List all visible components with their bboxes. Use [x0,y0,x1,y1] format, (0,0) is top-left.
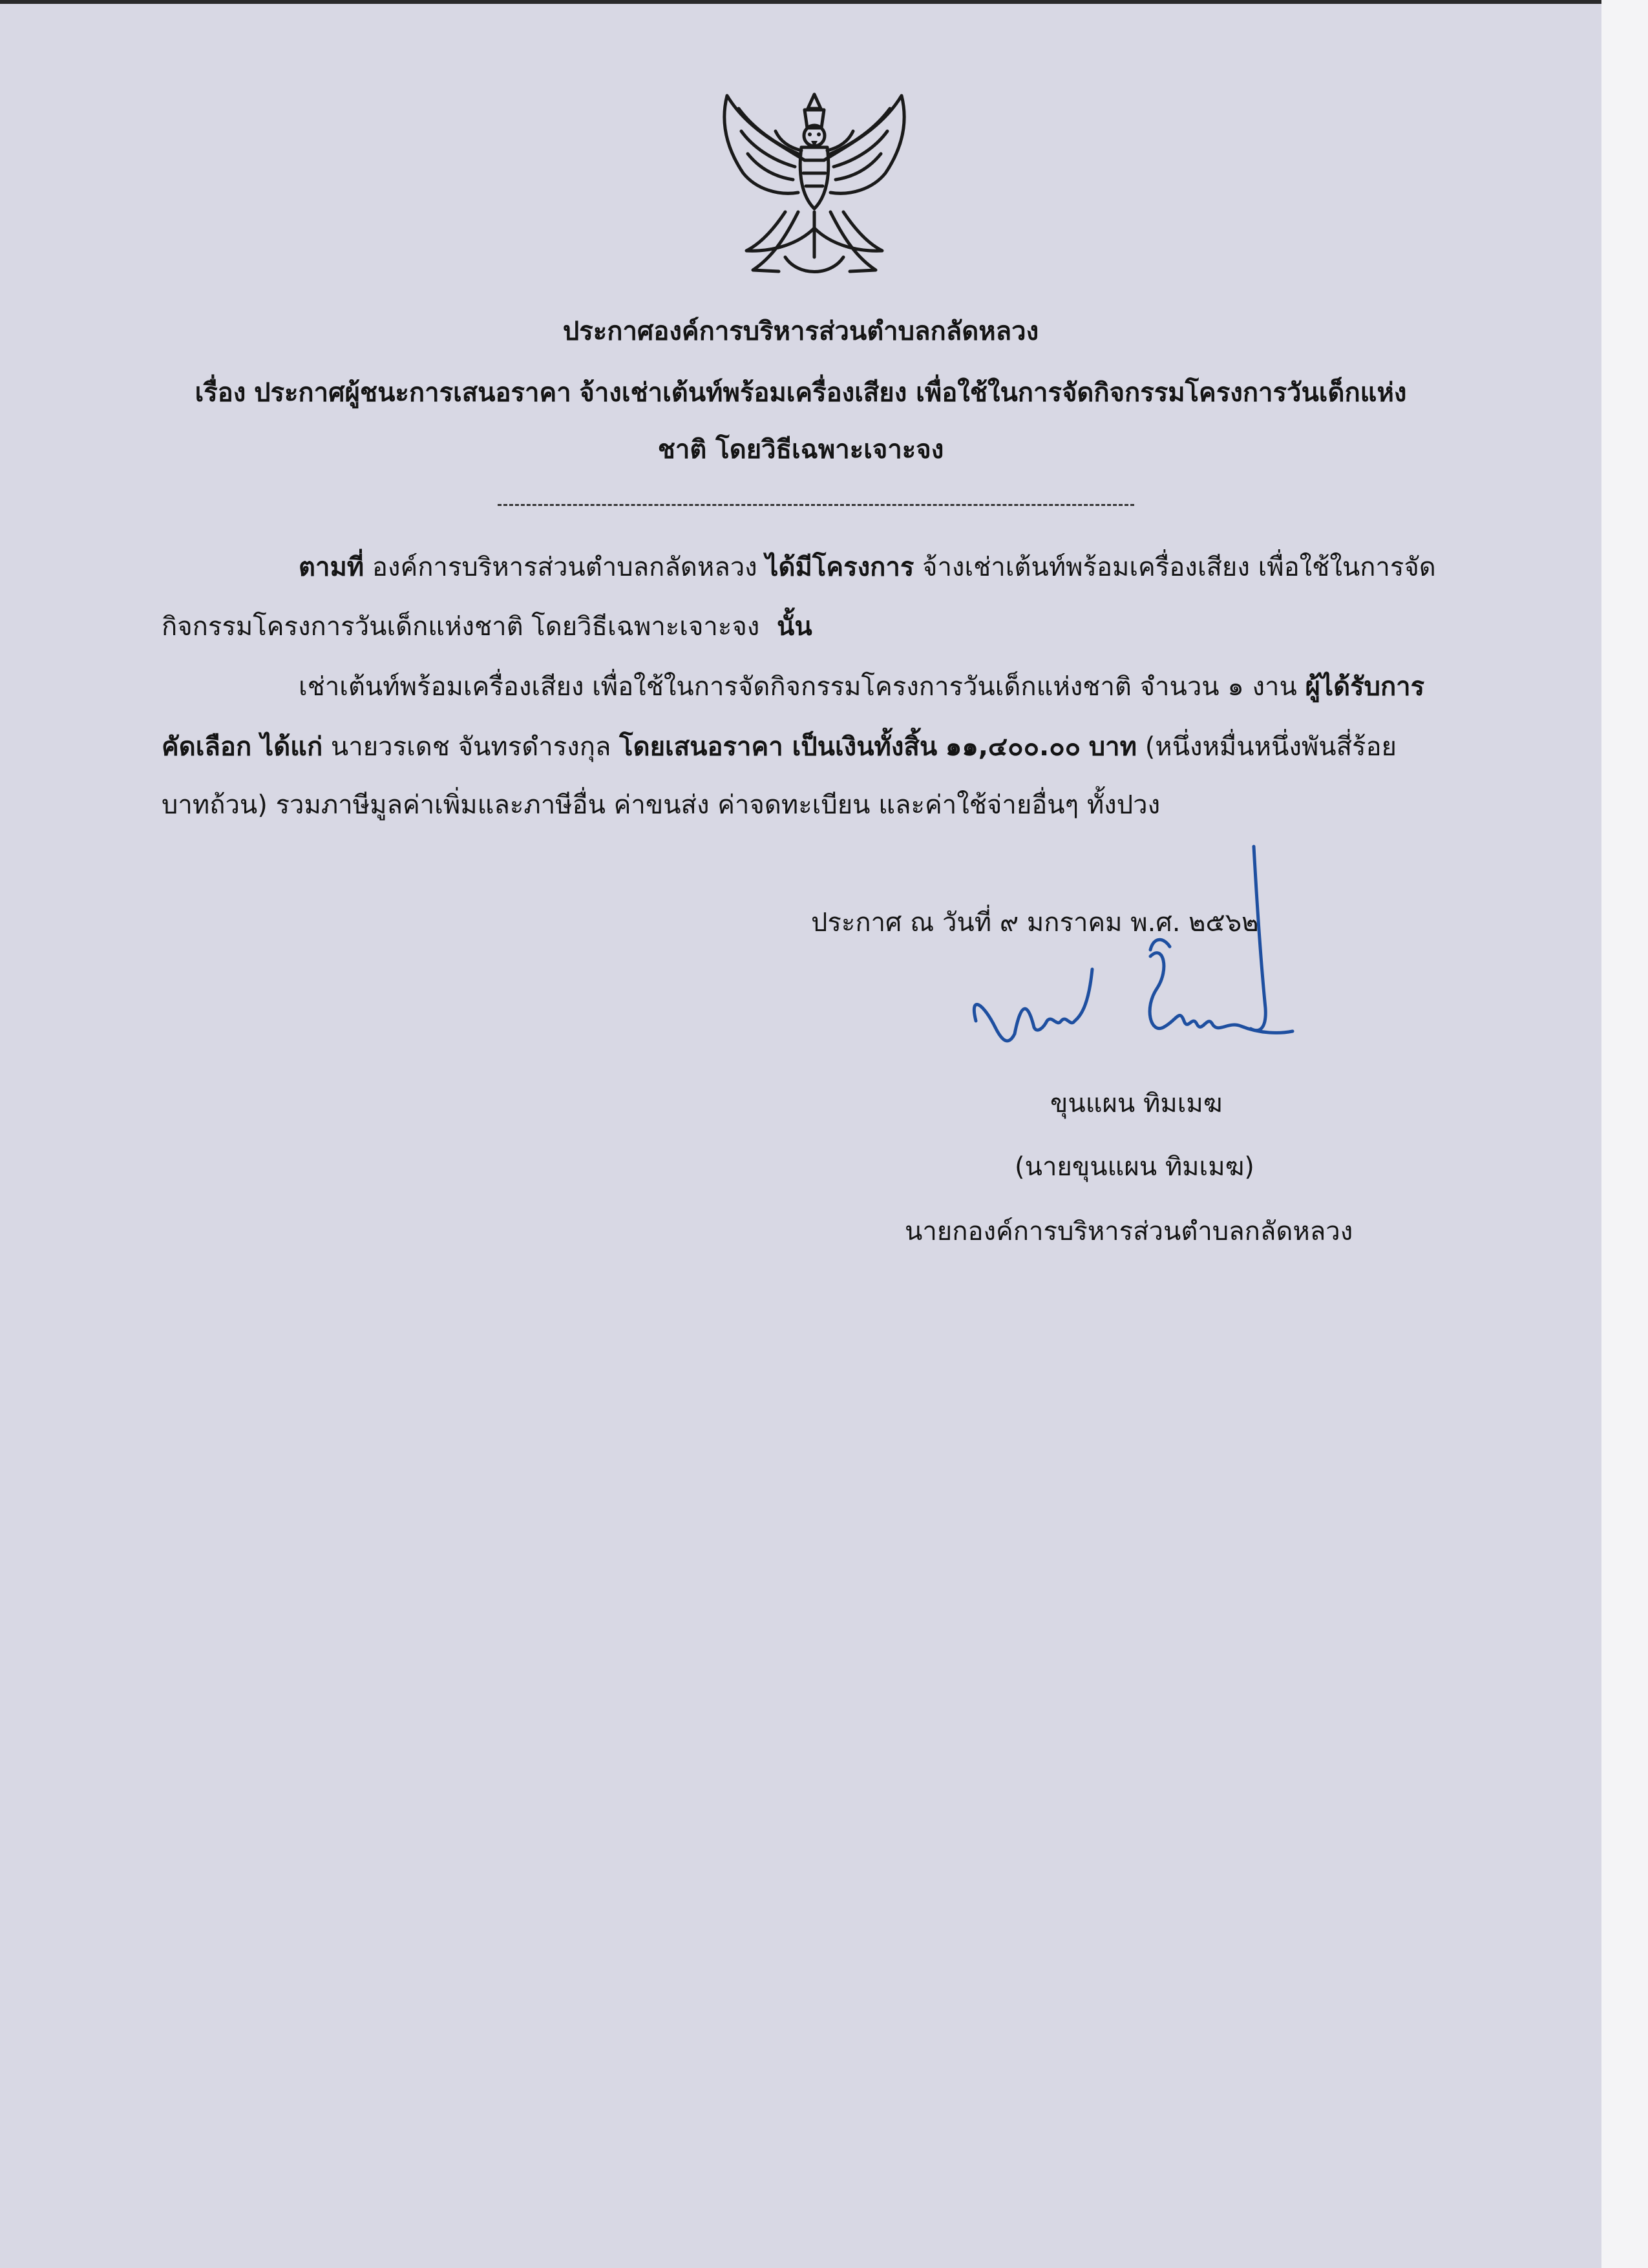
announcement-date: ประกาศ ณ วันที่ ๙ มกราคม พ.ศ. ๒๕๖๒ [811,908,1259,938]
p1-text-2: จ้างเช่าเต้นท์พร้อมเครื่องเสียง เพื่อใช้ในการจัด [922,552,1436,582]
subject-line [0,375,1601,411]
signer-full-name: (นายขุนแผน ทิมเมฆ) [1015,1152,1254,1182]
signer-typed-name: ขุนแผน ทิมเมฆ [1050,1089,1223,1118]
signer-position: นายกองค์การบริหารส่วนตำบลกลัดหลวง [905,1217,1353,1246]
garuda-emblem-icon [708,83,921,289]
p2-text-1: เช่าเต้นท์พร้อมเครื่องเสียง เพื่อใช้ในการจัดกิจกรรมโครงการวันเด็กแห่งชาติ จำนวน ๑ งาน [299,672,1297,702]
announcement-title: ประกาศองค์การบริหารส่วนตำบลกลัดหลวง [562,317,1039,346]
paragraph-1-line-2 [162,609,812,645]
separator-line [498,504,1134,506]
p2-text-2: นายวรเดช จันทรดำรงกุล [330,732,611,762]
p1-line-2-text: กิจกรรมโครงการวันเด็กแห่งชาติ โดยวิธีเฉพาะเจาะจง [162,612,760,642]
scan-margin [1601,0,1648,2268]
p2-bold-3: โดยเสนอราคา เป็นเงินทั้งสิ้น [619,732,938,762]
p2-bold-2: คัดเลือก ได้แก่ [162,732,323,762]
paragraph-2-line-2 [162,729,1397,765]
p1-bold-2: ได้มีโครงการ [765,552,914,582]
paragraph-2-line-3: บาทถ้วน) รวมภาษีมูลค่าเพิ่มและภาษีอื่น ค่าขนส่ง ค่าจดทะเบียน และค่าใช้จ่ายอื่นๆ ทั้งปวง [162,790,1161,820]
p1-end: นั้น [777,612,812,642]
subject-rest: จ้างเช่าเต้นท์พร้อมเครื่องเสียง เพื่อใช้ในการจัดกิจกรรมโครงการวันเด็กแห่ง [579,378,1407,408]
p2-bold-1: ผู้ได้รับการ [1305,672,1425,702]
subject-line-2: ชาติ โดยวิธีเฉพาะเจาะจง [657,435,944,465]
p1-text-1: องค์การบริหารส่วนตำบลกลัดหลวง [372,552,757,582]
p2-text-3: (หนึ่งหมื่นหนึ่งพันสี่ร้อย [1145,732,1397,762]
paragraph-1-line-1 [299,549,1436,585]
p2-amount: ๑๑,๔๐๐.๐๐ [945,732,1081,762]
p1-bold-1: ตามที่ [299,552,364,582]
subject-label: เรื่อง [195,378,246,408]
p2-bold-4: บาท [1088,732,1137,762]
subject-bold: ประกาศผู้ชนะการเสนอราคา [254,378,571,408]
paragraph-2-line-1 [299,669,1424,705]
handwritten-signature [956,840,1318,1086]
